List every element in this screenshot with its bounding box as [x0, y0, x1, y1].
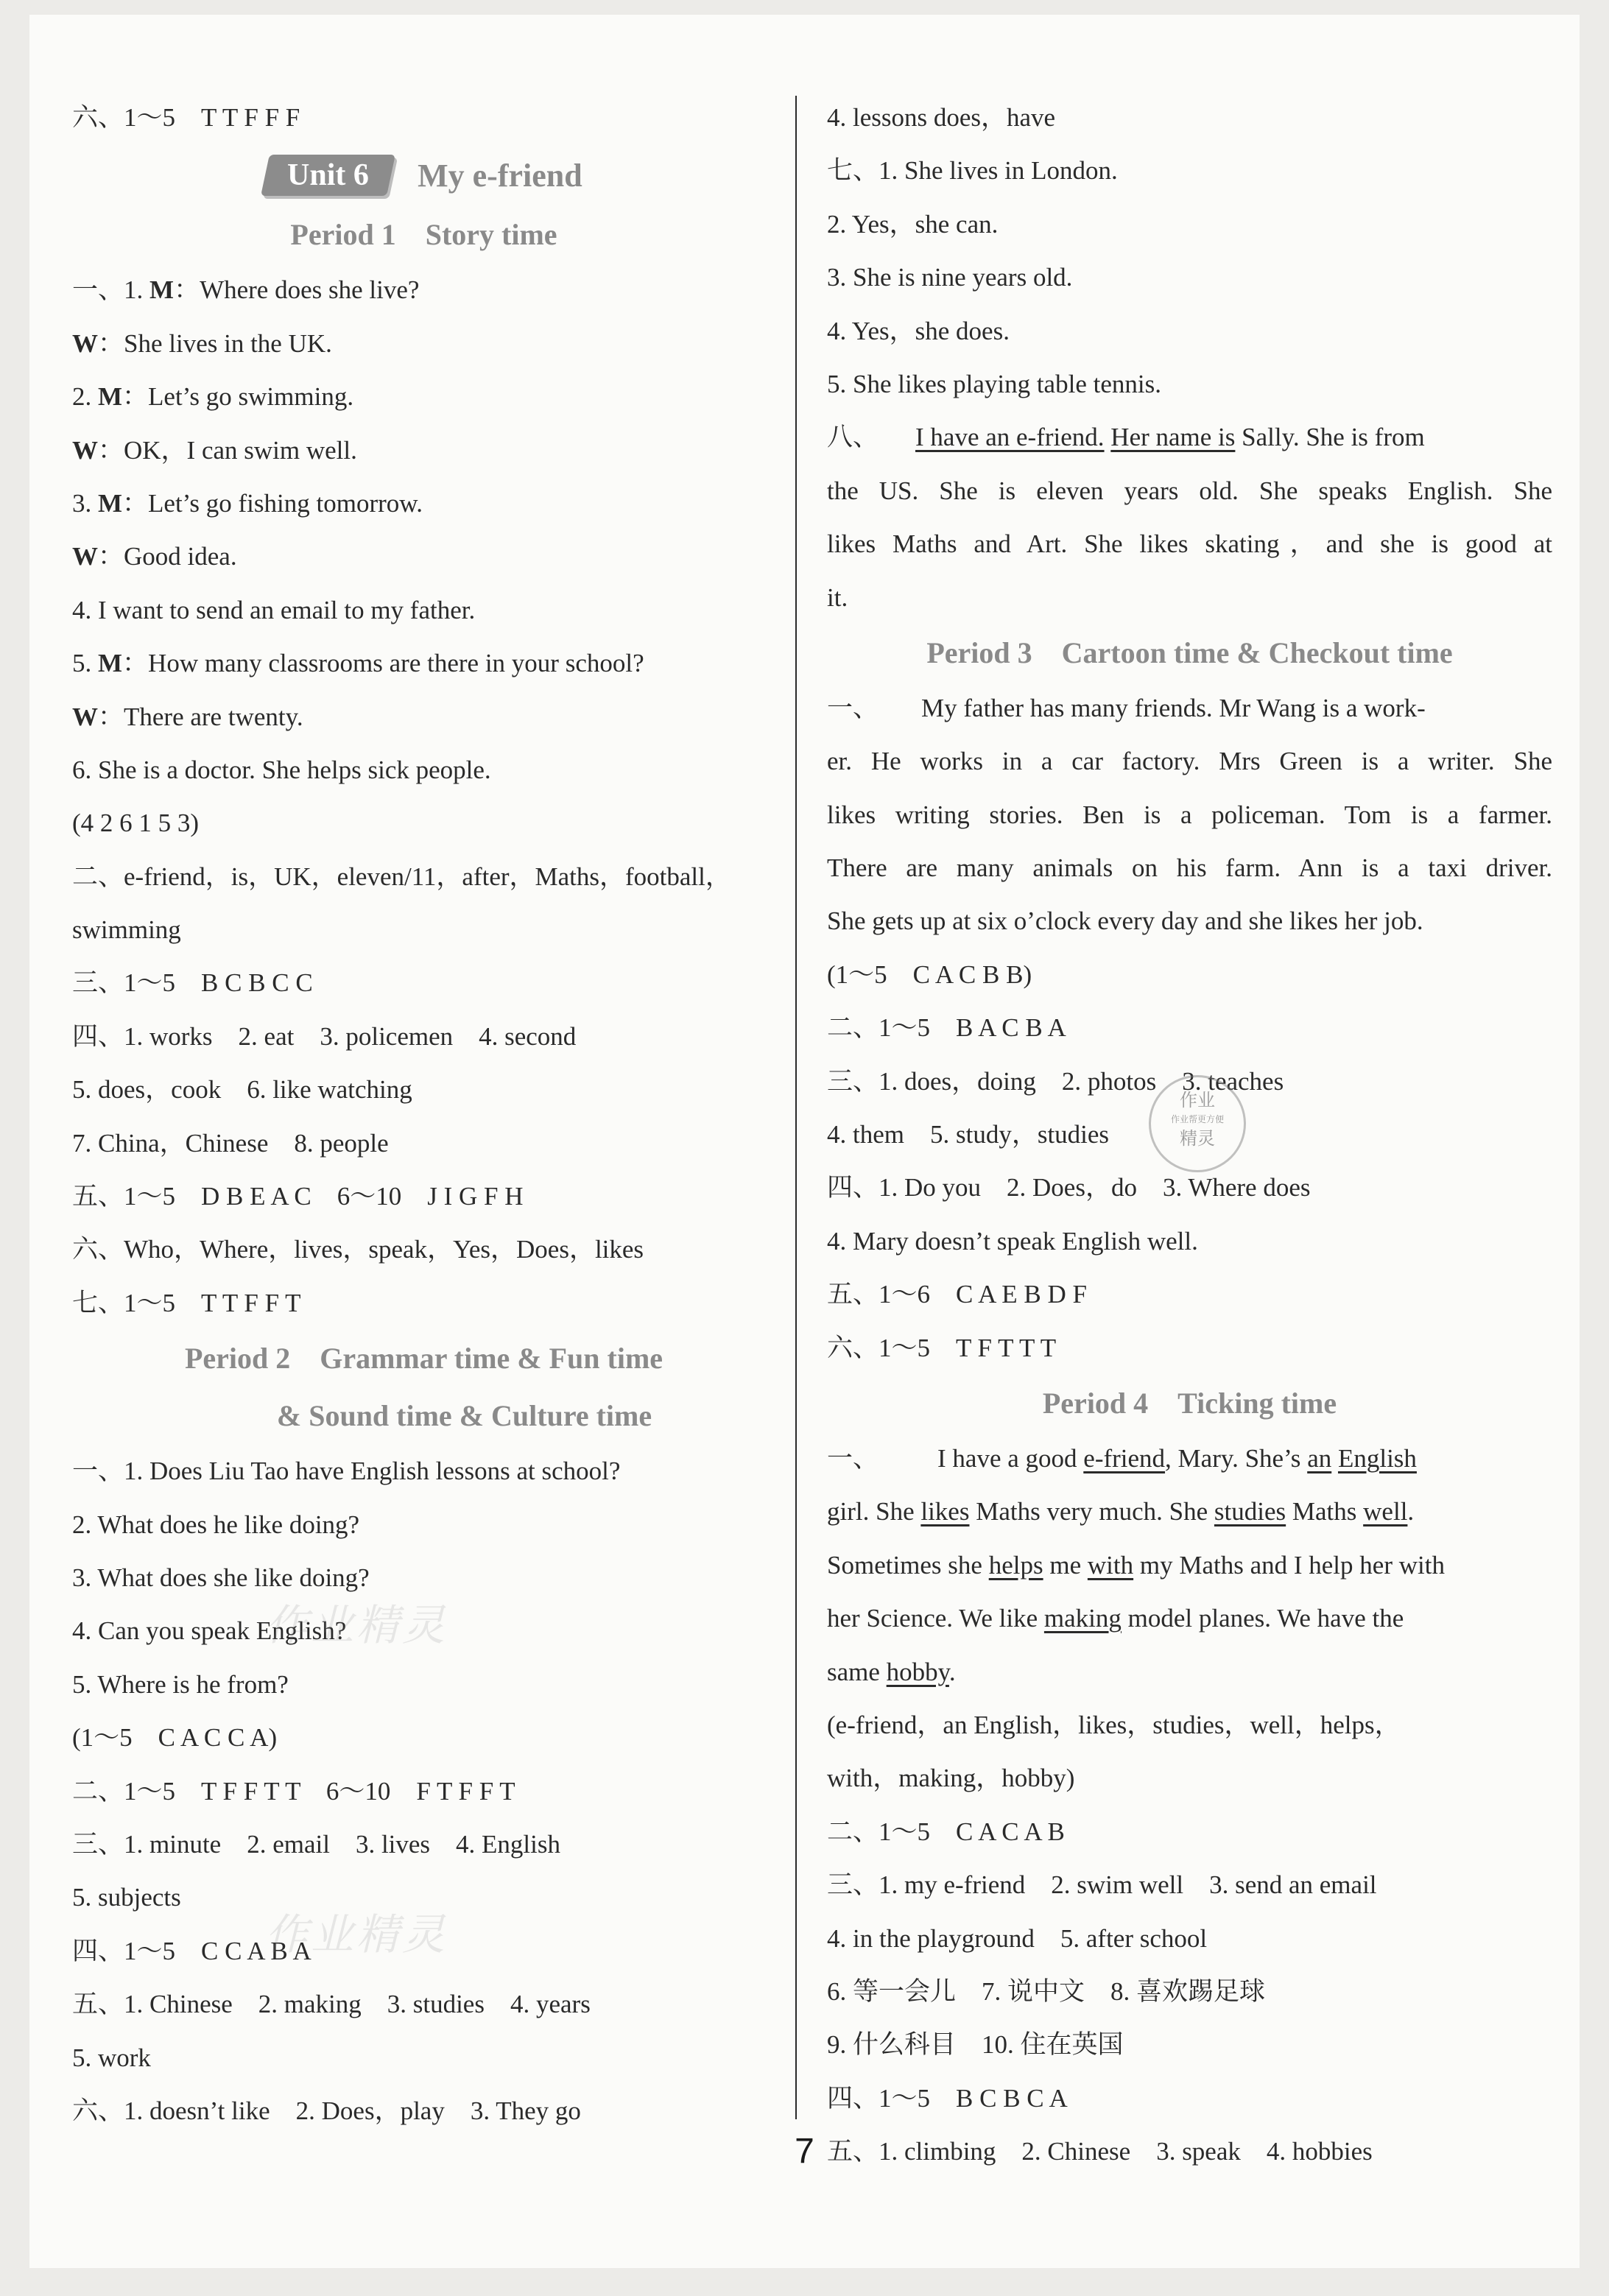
- text-line: 一、 My father has many friends. Mr Wang is a work-: [827, 693, 1426, 722]
- watermark-text: 作业精灵: [265, 1909, 448, 1959]
- page-number: 7: [795, 2132, 814, 2171]
- left-column: [72, 91, 775, 2138]
- period-2-title: Period 2 Grammar time & Fun time: [184, 1342, 663, 1376]
- text-line: 一、 I have a good e-friend, Mary. She’s an English: [827, 1443, 1417, 1473]
- watermark-stamp: 作业 作业帮更方便 精灵: [1149, 1075, 1246, 1172]
- text-line: 2. What does he like doing?: [72, 1510, 360, 1539]
- text-line: W：There are twenty.: [72, 702, 303, 731]
- unit-badge: Unit 6: [261, 155, 395, 196]
- text-line: 2. M：Let’s go swimming.: [72, 382, 354, 412]
- text-line: 二、1～5 T F F T T 6～10 F T F F T: [72, 1776, 515, 1806]
- text-line: 七、1. She lives in London.: [827, 156, 1118, 186]
- text-line: er. He works in a car factory. Mrs Green is a writer. She: [827, 747, 1552, 776]
- text-line: 5. Where is he from?: [72, 1669, 289, 1699]
- text-line: W：Good idea.: [72, 542, 237, 571]
- text-line: (4 2 6 1 5 3): [72, 809, 200, 838]
- text-line: 4. Yes，she does.: [827, 316, 1010, 345]
- text-line: her Science. We like making model planes. We have the: [827, 1604, 1404, 1633]
- text-line: (1～5 C A C B B): [827, 959, 1032, 989]
- unit-heading: [72, 144, 775, 206]
- unit-title: My e-friend: [418, 157, 582, 194]
- watermark-text: 作业精灵: [265, 1600, 448, 1650]
- text-line: 七、1～5 T T F F T: [72, 1288, 301, 1317]
- text-line: 三、1. minute 2. email 3. lives 4. English: [72, 1829, 561, 1859]
- text-line: 二、e-friend，is，UK，eleven/11，after，Maths，football，: [72, 862, 731, 891]
- text-line: 一、1. M：Where does she live?: [72, 275, 420, 305]
- text-line: 4. Can you speak English?: [72, 1616, 347, 1646]
- text-line: 六、1. doesn’t like 2. Does，play 3. They go: [72, 2096, 581, 2125]
- text-line: 5. M：How many classrooms are there in your school?: [72, 649, 644, 678]
- text-line: 四、1～5 B C B C A: [827, 2083, 1068, 2113]
- text-line: Sometimes she helps me with my Maths and I help her with: [827, 1550, 1445, 1580]
- text-line: 五、1～5 D B E A C 6～10 J I G F H: [72, 1182, 524, 1211]
- text-line: with，making，hobby): [827, 1764, 1075, 1793]
- text-line: 9. 什么科目 10. 住在英国: [827, 2030, 1124, 2060]
- text-line: 5. work: [72, 2043, 151, 2072]
- text-line: 八、 I have an e-friend. Her name is Sally. She is from: [827, 423, 1425, 452]
- text-line: 五、1～6 C A E B D F: [827, 1280, 1087, 1309]
- text-line: 三、1. my e-friend 2. swim well 3. send an email: [827, 1870, 1377, 1900]
- text-line: it.: [827, 582, 848, 612]
- text-line: 4. Mary doesn’t speak English well.: [827, 1226, 1198, 1256]
- text-line: 六、1～5 T F T T T: [827, 1333, 1057, 1362]
- text-line: 4. I want to send an email to my father.: [72, 595, 476, 624]
- period-3-title: Period 3 Cartoon time & Checkout time: [926, 635, 1453, 669]
- text-line: girl. She likes Maths very much. She studies Maths well.: [827, 1497, 1415, 1526]
- text-line: same hobby.: [827, 1657, 956, 1686]
- text-line: the US. She is eleven years old. She speaks English. She: [827, 476, 1552, 505]
- text-line: 二、1～5 B A C B A: [827, 1013, 1066, 1043]
- text-line: 一、1. Does Liu Tao have English lessons at school?: [72, 1457, 621, 1486]
- text-line: There are many animals on his farm. Ann is a taxi driver.: [827, 853, 1552, 883]
- text-line: 三、1. does，doing 2. photos 3. teaches: [827, 1066, 1284, 1096]
- text-line: 三、1～5 B C B C C: [72, 968, 313, 998]
- text-line: 四、1. Do you 2. Does，do 3. Where does: [827, 1173, 1311, 1202]
- text-line: 4. in the playground 5. after school: [827, 1923, 1208, 1953]
- text-line: 二、1～5 C A C A B: [827, 1817, 1065, 1846]
- text-line: 6. 等一会儿 7. 说中文 8. 喜欢踢足球: [827, 1976, 1266, 2006]
- text-line: W：She lives in the UK.: [72, 328, 332, 358]
- text-line: 4. lessons does，have: [827, 103, 1056, 132]
- text-line: (1～5 C A C C A): [72, 1723, 278, 1753]
- text-line: 7. China，Chinese 8. people: [72, 1128, 389, 1158]
- text-line: likes writing stories. Ben is a policeman. Tom is a farmer.: [827, 800, 1552, 829]
- text-line: 6. She is a doctor. She helps sick people.: [72, 755, 491, 784]
- period-4-title: Period 4 Ticking time: [1042, 1386, 1337, 1420]
- text-line: 3. M：Let’s go fishing tomorrow.: [72, 488, 423, 518]
- text-line: 4. them 5. study，studies: [827, 1120, 1110, 1149]
- text-line: She gets up at six o’clock every day and she likes her job.: [827, 906, 1423, 936]
- period-1-title: Period 1 Story time: [290, 218, 557, 252]
- text-line: W：OK，I can swim well.: [72, 435, 357, 465]
- text-line: 五、1. climbing 2. Chinese 3. speak 4. hobbies: [827, 2137, 1373, 2166]
- period-2-title-cont: & Sound time & Culture time: [276, 1399, 652, 1433]
- text-line: 3. She is nine years old.: [827, 263, 1073, 292]
- text-line: 四、1～5 C C A B A: [72, 1936, 311, 1965]
- text-line: 2. Yes，she can.: [827, 209, 999, 239]
- text-line: 四、1. works 2. eat 3. policemen 4. second: [72, 1021, 577, 1051]
- text-line: 六、1～5 T T F F F: [72, 103, 300, 132]
- text-line: (e-friend，an English，likes，studies，well，helps，: [827, 1710, 1401, 1739]
- text-line: 5. She likes playing table tennis.: [827, 369, 1161, 398]
- text-line: 六、Who，Where，lives，speak，Yes，Does，likes: [72, 1235, 644, 1264]
- column-divider: [795, 96, 797, 2119]
- text-line: 5. subjects: [72, 1883, 181, 1912]
- text-line: 3. What does she like doing?: [72, 1563, 370, 1592]
- answer-page: [29, 15, 1580, 2268]
- text-line: 5. does，cook 6. like watching: [72, 1075, 412, 1105]
- text-line: likes Maths and Art. She likes skating，and she is good at: [827, 529, 1552, 559]
- text-line: 五、1. Chinese 2. making 3. studies 4. years: [72, 1990, 591, 2019]
- text-line: swimming: [72, 915, 181, 945]
